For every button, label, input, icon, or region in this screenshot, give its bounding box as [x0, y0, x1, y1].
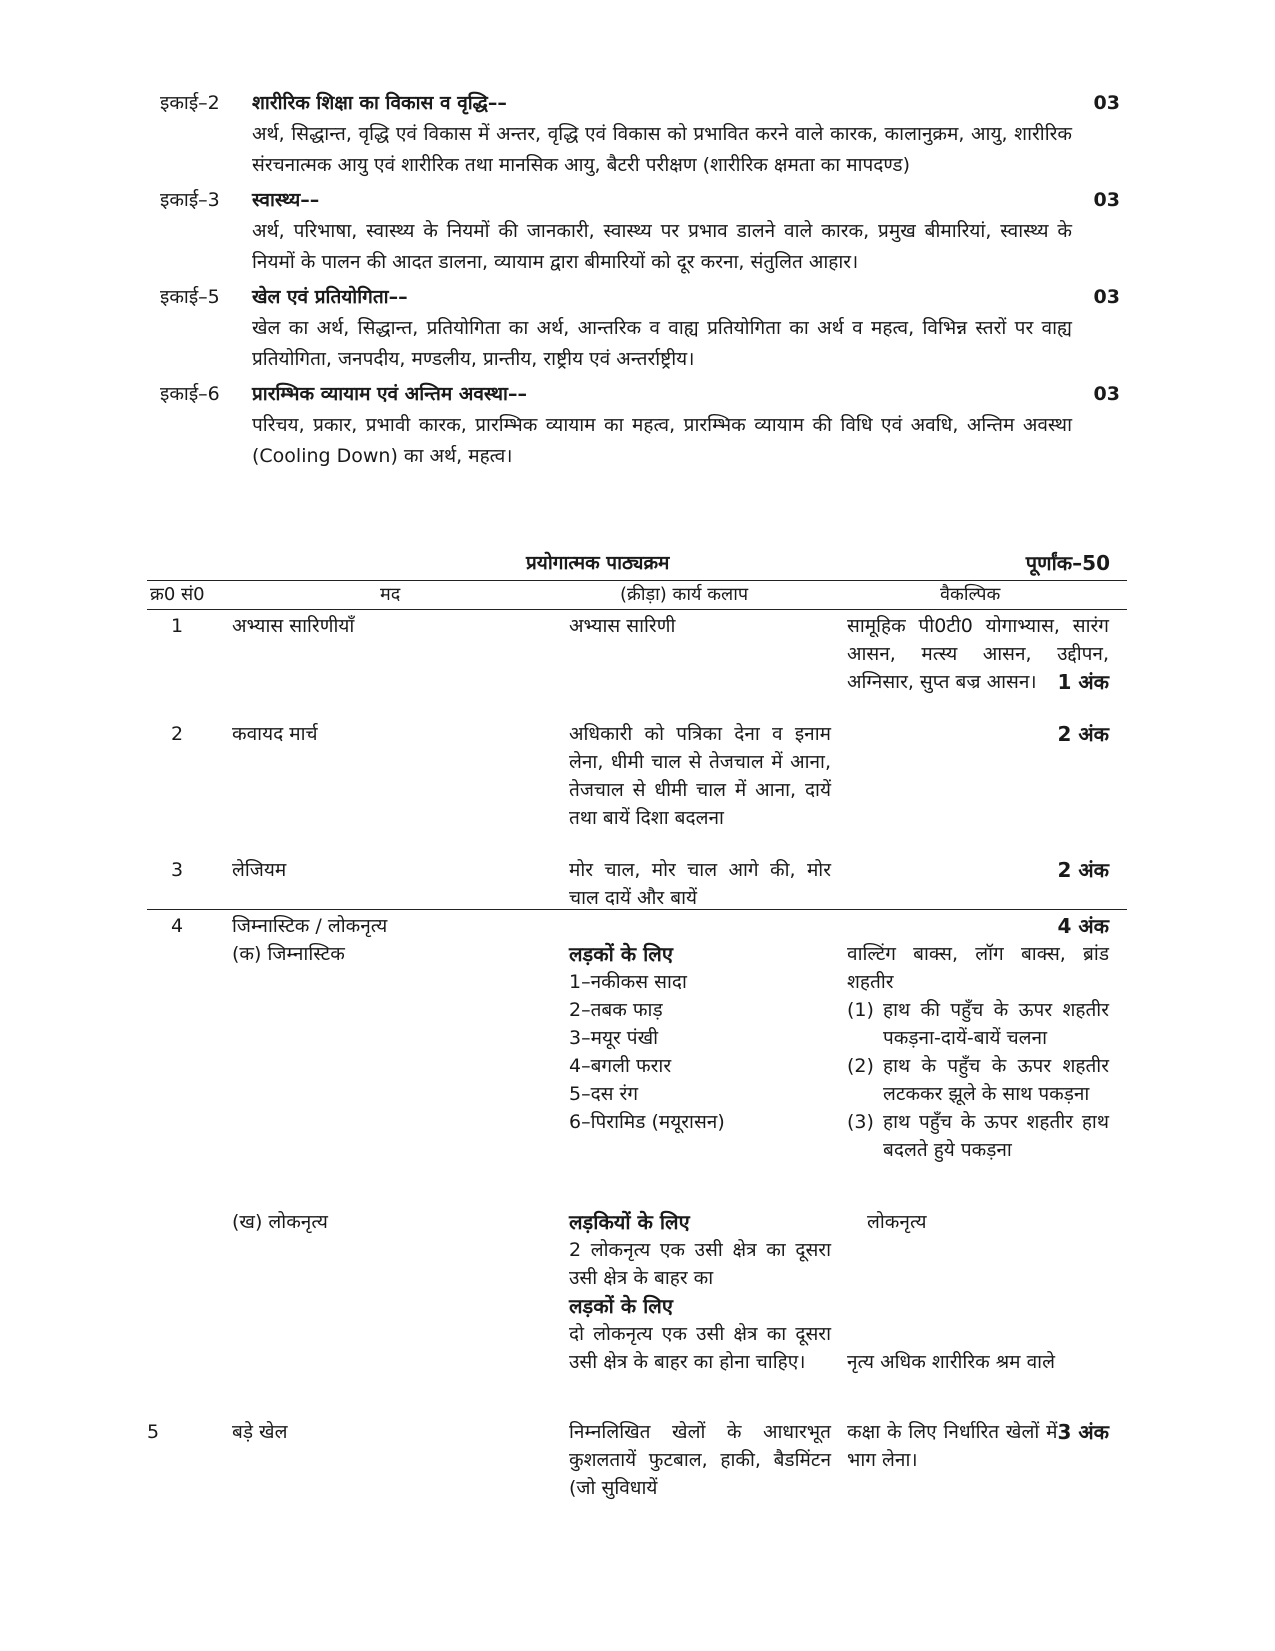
row-marks: 2 अंक — [1057, 722, 1109, 746]
optional-intro: वाल्टिंग बाक्स, लॉग बाक्स, ब्रांड शहतीर — [847, 943, 1109, 993]
row-number: 2 — [170, 723, 184, 745]
unit-label: इकाई–2 — [160, 92, 220, 114]
list-item — [847, 1052, 1109, 1108]
boys-text: दो लोकनृत्य एक उसी क्षेत्र का दूसरा उसी क्षेत्र के बाहर का होना चाहिए। — [569, 1323, 831, 1373]
gym-optional — [847, 940, 1109, 1164]
unit-marks: 03 — [1093, 286, 1120, 308]
row-activity: अभ्यास सारिणी — [569, 615, 676, 637]
unit-title: प्रारम्भिक व्यायाम एवं अन्तिम अवस्था–– — [252, 383, 527, 405]
optional-text: लोकनृत्य — [867, 1211, 927, 1233]
unit-body: परिचय, प्रकार, प्रभावी कारक, प्रारम्भिक व्यायाम का महत्व, प्रारम्भिक व्यायाम की विधि एवं अवधि, अन्तिम अवस्था (Cooling Down) का अर्थ, महत्व। — [252, 414, 1072, 467]
unit-title: स्वास्थ्य–– — [252, 189, 320, 211]
row-subitem: (ख) लोकनृत्य — [232, 1211, 328, 1233]
girls-heading: लड़कियों के लिए — [569, 1210, 690, 1234]
table-header-rule — [147, 609, 1127, 610]
unit-title: खेल एवं प्रतियोगिता–– — [252, 286, 408, 308]
row-item: बड़े खेल — [232, 1421, 288, 1443]
row-activity: निम्नलिखित खेलों के आधारभूत कुशलतायें फुटबाल, हाकी, बैडमिंटन (जो सुविधायें — [569, 1421, 831, 1499]
practical-title: प्रयोगात्मक पाठ्यक्रम — [526, 552, 670, 574]
row-item: लेजियम — [232, 859, 287, 881]
list-item: 4–बगली फरार — [569, 1055, 672, 1077]
unit-body: खेल का अर्थ, सिद्धान्त, प्रतियोगिता का अर्थ, आन्तरिक व वाह्य प्रतियोगिता का अर्थ व महत्व, विभिन्न स्तरों पर वाह्य प्रतियोगिता, जनपदीय, मण्डलीय, प्रान्तीय, राष्ट्रीय एवं अन्तर्राष्ट्रीय। — [252, 317, 1072, 370]
row-activity: मोर चाल, मोर चाल आगे की, मोर चाल दायें और बायें — [569, 859, 831, 909]
theory-units — [160, 88, 1120, 476]
row-marks: 3 अंक — [1057, 1420, 1109, 1444]
unit-body: अर्थ, सिद्धान्त, वृद्धि एवं विकास में अन्तर, वृद्धि एवं विकास को प्रभावित करने वाले कारक, कालानुक्रम, आयु, शारीरिक संरचनात्मक आयु एवं शारीरिक तथा मानसिक आयु, बैटरी परीक्षण (शारीरिक क्षमता का मापदण्ड) — [252, 123, 1072, 176]
row-number: 4 — [170, 915, 184, 937]
row-item: कवायद मार्च — [232, 723, 318, 745]
list-item: 2–तबक फाड़ — [569, 999, 663, 1021]
list-item: 1–नकीकस सादा — [569, 971, 687, 993]
row-optional — [847, 1418, 1109, 1474]
row-marks: 2 अंक — [1057, 858, 1109, 882]
table-mid-rule — [147, 909, 1127, 910]
col-header-optional: वैकल्पिक — [940, 584, 1001, 605]
col-header-activity: (क्रीड़ा) कार्य कलाप — [620, 584, 749, 605]
item-text: हाथ की पहुँच के ऊपर शहतीर पकड़ना-दायें-बायें चलना — [883, 999, 1109, 1049]
row-optional — [847, 612, 1109, 696]
unit-3 — [160, 185, 1120, 278]
unit-body: अर्थ, परिभाषा, स्वास्थ्य के नियमों की जानकारी, स्वास्थ्य पर प्रभाव डालने वाले कारक, प्रमुख बीमारियां, स्वास्थ्य के नियमों के पालन की आदत डालना, व्यायाम द्वारा बीमारियों को दूर करना, संतुलित आहार। — [252, 220, 1072, 273]
unit-title: शारीरिक शिक्षा का विकास व वृद्धि–– — [252, 92, 507, 114]
item-number: (1) — [847, 999, 874, 1021]
list-item: 5–दस रंग — [569, 1083, 639, 1105]
row-item: जिम्नास्टिक / लोकनृत्य — [232, 915, 388, 937]
list-item: 3–मयूर पंखी — [569, 1027, 659, 1049]
unit-5 — [160, 282, 1120, 375]
item-number: (2) — [847, 1055, 874, 1077]
col-header-item: मद — [380, 584, 401, 605]
list-item: 6–पिरामिड (मयूरासन) — [569, 1111, 725, 1133]
girls-text: 2 लोकनृत्य एक उसी क्षेत्र का दूसरा उसी क्षेत्र के बाहर का — [569, 1239, 831, 1289]
row-number: 5 — [147, 1421, 160, 1443]
col-header-num: क्र0 सं0 — [150, 584, 205, 605]
unit-marks: 03 — [1093, 92, 1120, 114]
gym-list — [569, 940, 831, 1136]
unit-6 — [160, 379, 1120, 472]
list-item — [847, 1108, 1109, 1164]
unit-marks: 03 — [1093, 189, 1120, 211]
unit-2 — [160, 88, 1120, 181]
item-text: हाथ के पहुँच के ऊपर शहतीर लटककर झूले के साथ पकड़ना — [883, 1055, 1109, 1105]
optional-text: सामूहिक पी0टी0 योगाभ्यास, सारंग आसन, मत्स्य आसन, उद्दीपन, अग्निसार, सुप्त बज्र आसन। — [847, 615, 1109, 693]
boys-heading: लड़कों के लिए — [569, 942, 673, 966]
list-item — [847, 996, 1109, 1052]
folk-activity — [569, 1208, 831, 1376]
unit-label: इकाई–5 — [160, 286, 220, 308]
row-number: 1 — [170, 615, 184, 637]
boys-heading: लड़कों के लिए — [569, 1294, 673, 1318]
optional-text: नृत्य अधिक शारीरिक श्रम वाले — [847, 1351, 1055, 1373]
row-item: अभ्यास सारिणीयाँ — [232, 615, 355, 637]
row-marks: 1 अंक — [1057, 670, 1109, 694]
practical-header — [160, 548, 1120, 578]
row-marks: 4 अंक — [1057, 914, 1109, 938]
unit-label: इकाई–3 — [160, 189, 220, 211]
practical-total-marks: पूर्णांक–50 — [1025, 551, 1110, 575]
item-text: हाथ पहुँच के ऊपर शहतीर हाथ बदलते हुये पकड़ना — [883, 1111, 1109, 1161]
optional-text: कक्षा के लिए निर्धारित खेलों में भाग लेना। — [847, 1421, 1058, 1471]
row-activity: अधिकारी को पत्रिका देना व इनाम लेना, धीमी चाल से तेजचाल में आना, तेजचाल से धीमी चाल में आना, दायें तथा बायें दिशा बदलना — [569, 723, 831, 829]
row-number: 3 — [170, 859, 184, 881]
folk-optional — [847, 1208, 1109, 1376]
item-number: (3) — [847, 1111, 874, 1133]
row-subitem: (क) जिम्नास्टिक — [232, 943, 345, 965]
unit-label: इकाई–6 — [160, 383, 220, 405]
table-top-rule — [147, 580, 1127, 581]
unit-marks: 03 — [1093, 383, 1120, 405]
